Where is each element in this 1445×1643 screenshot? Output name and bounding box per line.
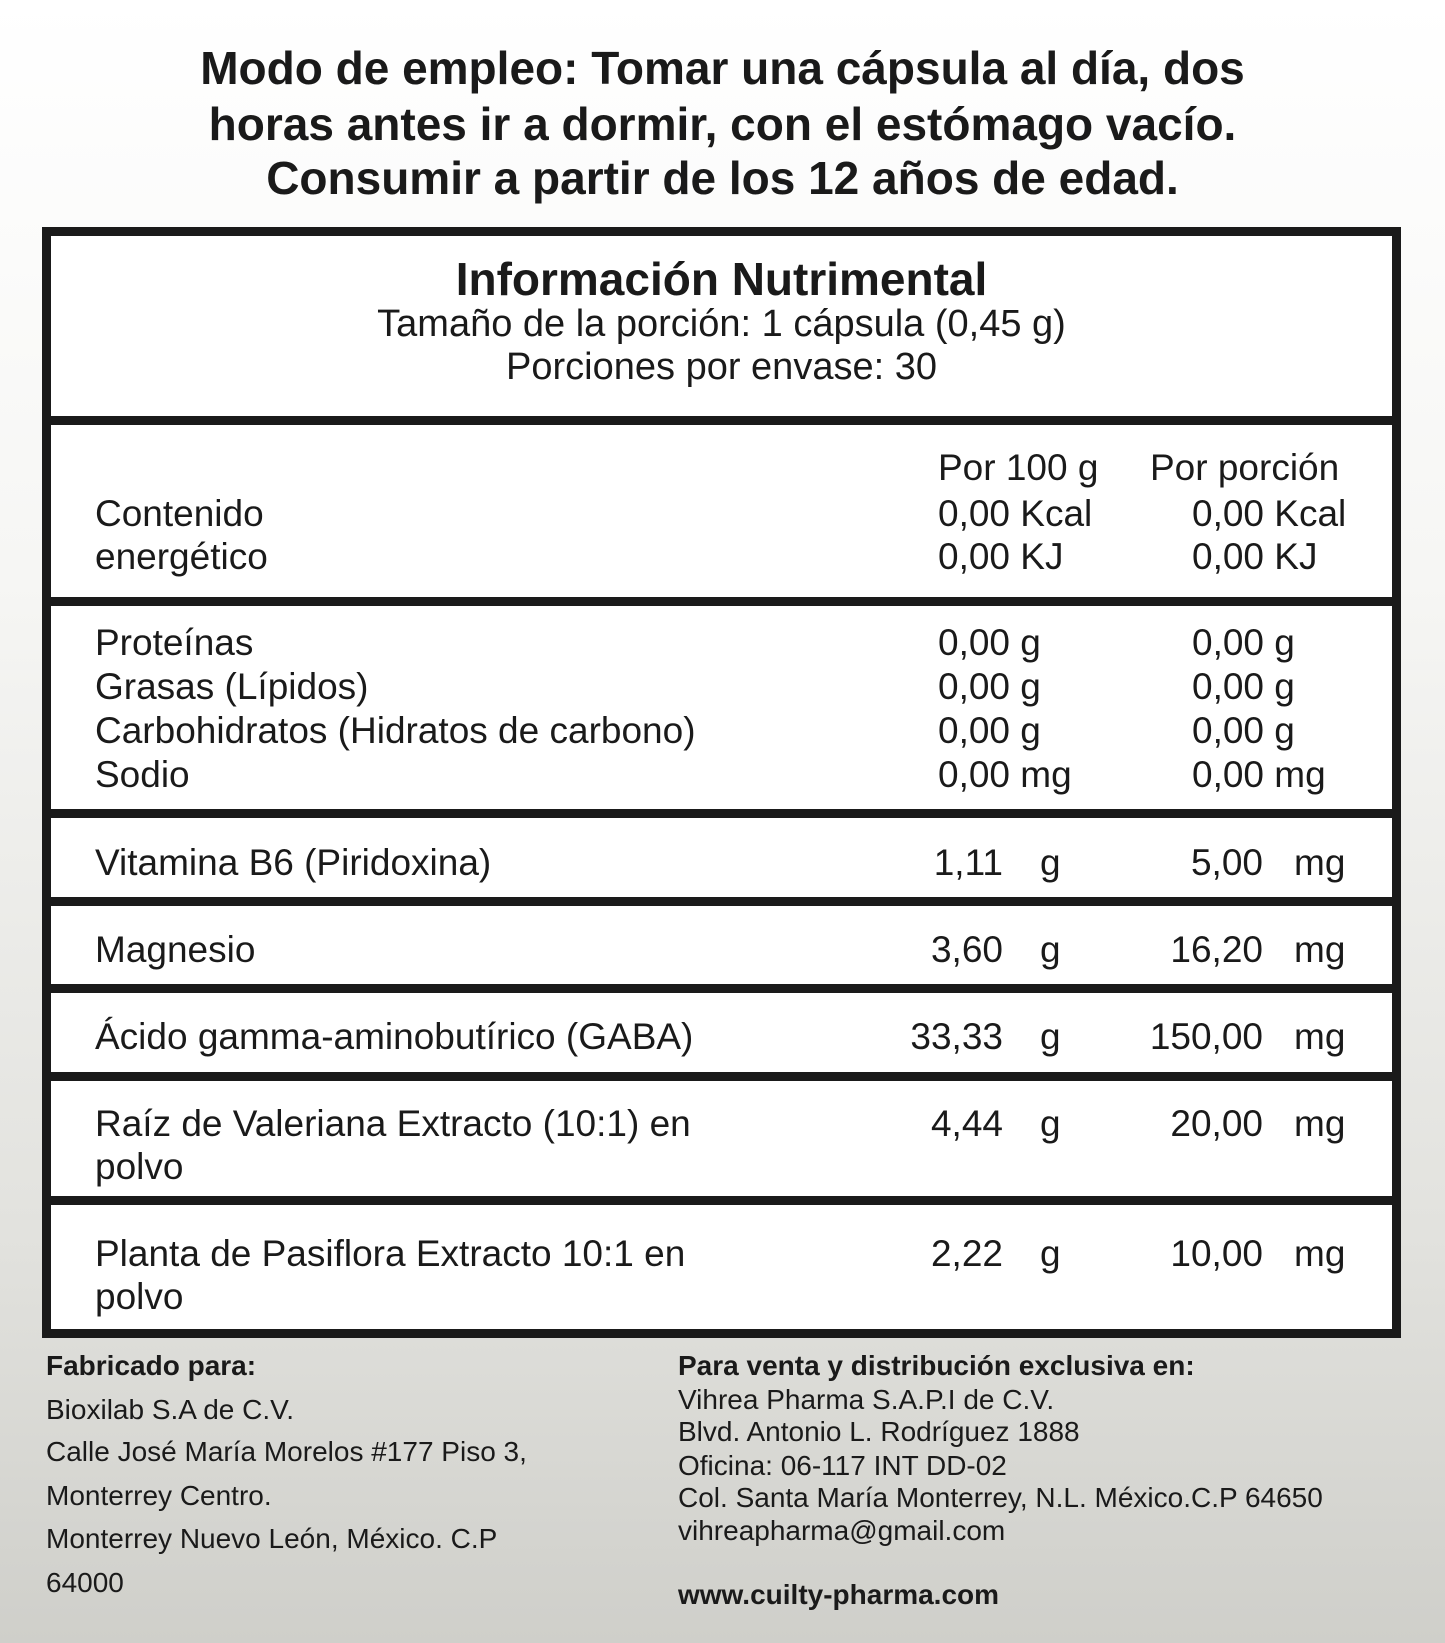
ingredient-per-serving: 5,00 [1190,842,1263,883]
distributor-line: Oficina: 06-117 INT DD-02 [678,1450,1007,1481]
column-header-per-serving: Por porción [1150,447,1340,488]
manufacturer-line: Monterrey Centro. [46,1480,272,1511]
ingredient-unit: mg [1294,1233,1346,1274]
ingredient-unit: g [1040,842,1061,883]
ingredient-label: polvo [95,1146,184,1187]
ingredient-per-serving: 10,00 [1170,1233,1263,1274]
ingredient-per-serving: 16,20 [1170,929,1263,970]
macro-per-serving: 0,00 g [1192,710,1295,751]
energy-kcal-per-100g: 0,00 Kcal [938,493,1093,534]
manufacturer-heading: Fabricado para: [46,1350,257,1381]
ingredient-unit: mg [1294,929,1346,970]
distributor-line: Col. Santa María Monterrey, N.L. México.C.P 64650 [678,1482,1323,1513]
distributor-line: Blvd. Antonio L. Rodríguez 1888 [678,1416,1080,1447]
ingredient-per-100g: 3,60 [930,929,1003,970]
serving-size: Tamaño de la porción: 1 cápsula (0,45 g) [377,303,1066,345]
macro-per-100g: 0,00 g [938,622,1041,663]
divider [51,984,1392,993]
ingredient-per-100g: 1,11 [933,842,1003,883]
ingredient-unit: mg [1294,1103,1346,1144]
energy-kcal-per-serving: 0,00 Kcal [1192,493,1347,534]
distributor-line: Vihrea Pharma S.A.P.I de C.V. [678,1384,1055,1415]
usage-instructions-line-3: Consumir a partir de los 12 años de edad. [266,152,1179,204]
usage-instructions-line-1: Modo de empleo: Tomar una cápsula al día, dos [200,42,1245,94]
manufacturer-line: Monterrey Nuevo León, México. C.P [46,1523,498,1554]
ingredient-unit: mg [1294,1016,1346,1057]
macro-label: Proteínas [95,622,254,663]
distributor-heading: Para venta y distribución exclusiva en: [678,1350,1195,1381]
macro-per-serving: 0,00 g [1192,622,1295,663]
ingredient-per-100g: 2,22 [930,1233,1003,1274]
ingredient-per-100g: 4,44 [930,1103,1003,1144]
manufacturer-line: Bioxilab S.A de C.V. [46,1394,295,1425]
divider [51,597,1392,606]
column-header-per-100g: Por 100 g [938,447,1099,488]
macro-per-100g: 0,00 g [938,710,1041,751]
panel-title: Información Nutrimental [455,253,988,305]
ingredient-label: Planta de Pasiflora Extracto 10:1 en [95,1233,686,1274]
divider [51,1196,1392,1205]
ingredient-label: polvo [95,1276,184,1317]
macro-label: Carbohidratos (Hidratos de carbono) [95,710,696,751]
macro-per-100g: 0,00 mg [938,754,1072,795]
energy-kj-per-serving: 0,00 KJ [1192,536,1318,577]
divider [51,897,1392,906]
ingredient-per-serving: 20,00 [1170,1103,1263,1144]
energy-kj-per-100g: 0,00 KJ [938,536,1064,577]
ingredient-label: Raíz de Valeriana Extracto (10:1) en [95,1103,691,1144]
energy-label: Contenido [95,493,264,534]
ingredient-unit: g [1040,1233,1061,1274]
distributor-email: vihreapharma@gmail.com [678,1515,1006,1546]
usage-instructions-line-2: horas antes ir a dormir, con el estómago vacío. [208,98,1237,150]
manufacturer-line: 64000 [46,1567,124,1598]
ingredient-unit: g [1040,1016,1061,1057]
energy-label: energético [95,536,268,577]
nutrition-facts-panel [42,227,1401,1338]
manufacturer-line: Calle José María Morelos #177 Piso 3, [46,1436,527,1467]
servings-per-container: Porciones por envase: 30 [506,346,937,388]
macro-per-serving: 0,00 g [1192,666,1295,707]
macro-per-serving: 0,00 mg [1192,754,1326,795]
macro-label: Sodio [95,754,190,795]
macro-per-100g: 0,00 g [938,666,1041,707]
divider [51,809,1392,818]
divider [51,1072,1392,1081]
divider [51,416,1392,425]
ingredient-label: Magnesio [95,929,256,970]
website-link[interactable]: www.cuilty-pharma.com [678,1579,1000,1610]
ingredient-per-serving: 150,00 [1149,1016,1263,1057]
ingredient-unit: g [1040,929,1061,970]
ingredient-per-100g: 33,33 [910,1016,1003,1057]
ingredient-label: Vitamina B6 (Piridoxina) [95,842,492,883]
ingredient-label: Ácido gamma-aminobutírico (GABA) [95,1016,694,1057]
ingredient-unit: g [1040,1103,1061,1144]
macro-label: Grasas (Lípidos) [95,666,369,707]
ingredient-unit: mg [1294,842,1346,883]
